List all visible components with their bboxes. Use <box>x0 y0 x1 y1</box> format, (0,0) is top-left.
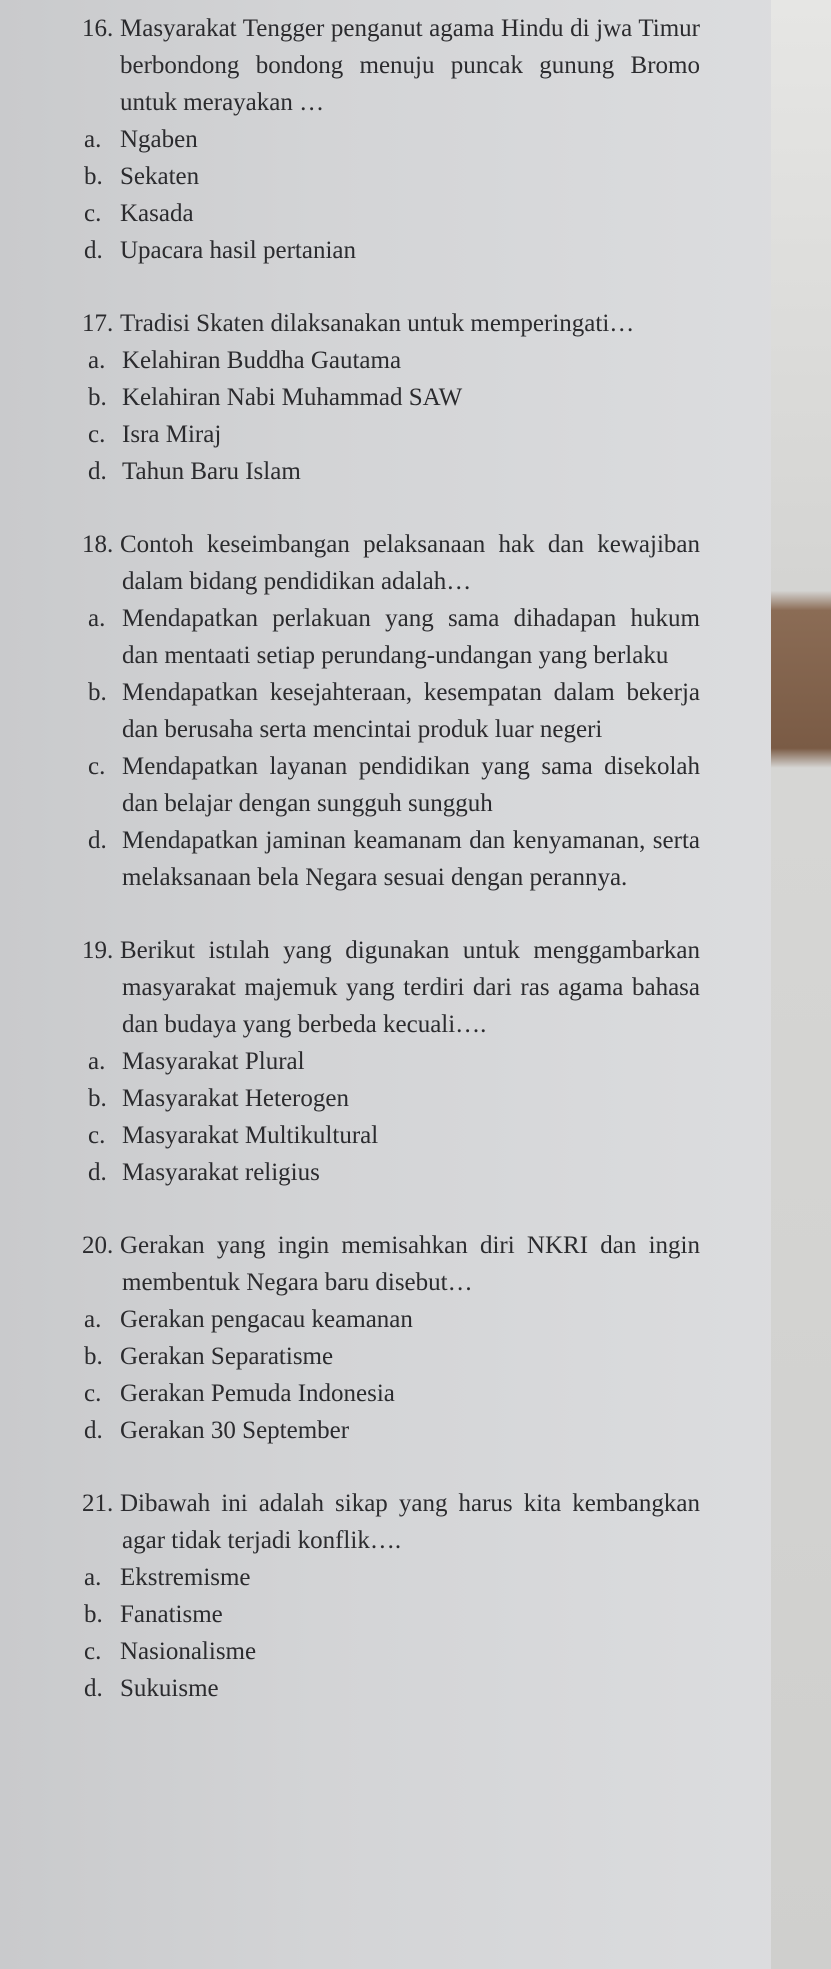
option-text: Mendapatkan layanan pendidikan yang sama disekolah dan belajar dengan sungguh sungguh <box>122 753 700 817</box>
option-a[interactable] <box>0 1301 800 1338</box>
question-number: 19. <box>82 937 114 964</box>
option-letter: d. <box>88 827 107 854</box>
option-d[interactable] <box>0 822 800 896</box>
option-c[interactable] <box>0 748 800 822</box>
option-letter: b. <box>84 1343 103 1370</box>
option-text: Gerakan Separatisme <box>120 1343 334 1370</box>
question-number: 20. <box>82 1232 114 1259</box>
option-text: Mendapatkan kesejahteraan, kesempatan dalam bekerja dan berusaha serta mencintai produk luar negeri <box>122 679 700 743</box>
option-text: Masyarakat religius <box>122 1159 320 1186</box>
option-letter: d. <box>88 1159 107 1186</box>
question-body: Gerakan yang ingin memisahkan diri NKRI dan ingin membentuk Negara baru disebut… <box>120 1232 700 1296</box>
option-letter: b. <box>84 1601 103 1628</box>
option-d[interactable] <box>0 453 800 490</box>
question-text <box>0 10 800 121</box>
option-letter: b. <box>88 1085 107 1112</box>
option-letter: a. <box>88 1048 106 1075</box>
question-body: Masyarakat Tengger penganut agama Hindu di jwa Timur berbondong bondong menuju puncak gunung Bromo untuk merayakan … <box>120 15 700 116</box>
option-letter: b. <box>84 163 103 190</box>
question-text <box>0 526 800 600</box>
option-text: Mendapatkan jaminan keamanam dan kenyamanan, serta melaksanaan bela Negara sesuai dengan perannya. <box>122 827 700 891</box>
option-b[interactable] <box>0 1338 800 1375</box>
option-a[interactable] <box>0 121 800 158</box>
option-a[interactable] <box>0 1043 800 1080</box>
question-text <box>0 305 800 342</box>
option-letter: b. <box>88 679 107 706</box>
question-18 <box>0 526 800 896</box>
option-text: Masyarakat Plural <box>122 1048 305 1075</box>
option-text: Mendapatkan perlakuan yang sama dihadapan hukum dan mentaati setiap perundang-undangan yang berlaku <box>122 605 700 669</box>
option-text: Sukuisme <box>120 1675 219 1702</box>
option-a[interactable] <box>0 600 800 674</box>
question-16 <box>0 10 800 269</box>
question-text <box>0 1485 800 1559</box>
option-c[interactable] <box>0 416 800 453</box>
option-text: Ngaben <box>120 126 198 153</box>
option-text: Upacara hasil pertanian <box>120 237 356 264</box>
question-number: 16. <box>82 15 114 42</box>
option-letter: d. <box>84 1417 103 1444</box>
option-d[interactable] <box>0 1412 800 1449</box>
option-letter: a. <box>88 605 106 632</box>
option-letter: c. <box>88 1122 106 1149</box>
option-letter: a. <box>84 1306 102 1333</box>
option-b[interactable] <box>0 379 800 416</box>
option-letter: c. <box>88 421 106 448</box>
option-text: Gerakan pengacau keamanan <box>120 1306 413 1333</box>
question-17 <box>0 305 800 490</box>
option-b[interactable] <box>0 674 800 748</box>
option-letter: a. <box>84 126 102 153</box>
option-d[interactable] <box>0 1154 800 1191</box>
question-body: Dibawah ini adalah sikap yang harus kita kembangkan agar tidak terjadi konflik…. <box>120 1490 700 1554</box>
option-text: Kelahiran Nabi Muhammad SAW <box>122 384 463 411</box>
option-letter: c. <box>84 1638 102 1665</box>
option-text: Fanatisme <box>120 1601 223 1628</box>
option-letter: c. <box>88 753 106 780</box>
question-body: Berikut istılah yang digunakan untuk menggambarkan masyarakat majemuk yang terdiri dari ras agama bahasa dan budaya yang berbeda kecuali…. <box>120 937 700 1038</box>
question-text <box>0 932 800 1043</box>
option-a[interactable] <box>0 342 800 379</box>
option-letter: b. <box>88 384 107 411</box>
option-text: Isra Miraj <box>122 421 222 448</box>
option-c[interactable] <box>0 1633 800 1670</box>
option-letter: d. <box>84 237 103 264</box>
option-letter: a. <box>84 1564 102 1591</box>
question-21 <box>0 1485 800 1707</box>
option-text: Sekaten <box>120 163 200 190</box>
option-d[interactable] <box>0 1670 800 1707</box>
option-text: Gerakan 30 September <box>120 1417 350 1444</box>
option-text: Masyarakat Multikultural <box>122 1122 379 1149</box>
option-b[interactable] <box>0 158 800 195</box>
option-c[interactable] <box>0 1375 800 1412</box>
option-c[interactable] <box>0 195 800 232</box>
question-number: 21. <box>82 1490 114 1517</box>
question-body: Tradisi Skaten dilaksanakan untuk memperingati… <box>120 310 635 337</box>
question-number: 17. <box>82 310 114 337</box>
option-text: Kelahiran Buddha Gautama <box>122 347 402 374</box>
option-text: Kasada <box>120 200 194 227</box>
option-text: Nasionalisme <box>120 1638 257 1665</box>
option-text: Ekstremisme <box>120 1564 251 1591</box>
question-text <box>0 1227 800 1301</box>
option-a[interactable] <box>0 1559 800 1596</box>
option-b[interactable] <box>0 1596 800 1633</box>
option-c[interactable] <box>0 1117 800 1154</box>
option-text: Tahun Baru Islam <box>122 458 301 485</box>
option-text: Masyarakat Heterogen <box>122 1085 349 1112</box>
question-20 <box>0 1227 800 1449</box>
option-letter: d. <box>84 1675 103 1702</box>
option-letter: a. <box>88 347 106 374</box>
question-number: 18. <box>82 531 114 558</box>
option-b[interactable] <box>0 1080 800 1117</box>
option-letter: c. <box>84 200 102 227</box>
option-d[interactable] <box>0 232 800 269</box>
question-body: Contoh keseimbangan pelaksanaan hak dan kewajiban dalam bidang pendidikan adalah… <box>120 531 700 595</box>
option-letter: c. <box>84 1380 102 1407</box>
option-text: Gerakan Pemuda Indonesia <box>120 1380 395 1407</box>
question-19 <box>0 932 800 1191</box>
option-letter: d. <box>88 458 107 485</box>
